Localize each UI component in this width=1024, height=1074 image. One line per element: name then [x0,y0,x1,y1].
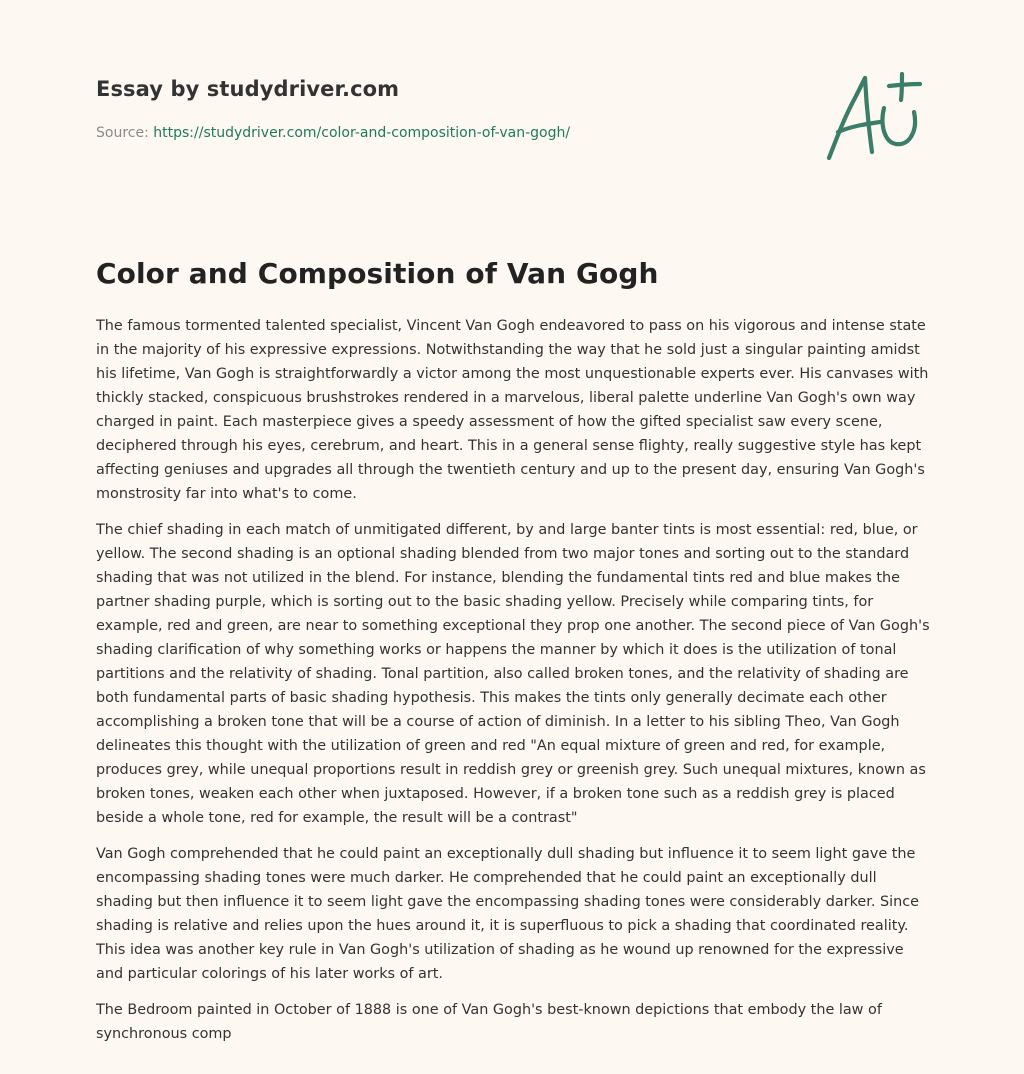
page-header [96,74,796,143]
source-label: Source: [96,125,149,141]
essay-title: Color and Composition of Van Gogh [96,257,659,290]
source-line [96,123,796,143]
brand-title: Essay by studydriver.com [96,77,400,101]
essay-paragraph: Van Gogh comprehended that he could paint an exceptionally dull shading but influence it to seem light gave the encompassing shading tones were much darker. He comprehended that he could paint an exceptionally dull shading but then influence it to seem light gave the encompassing shading tones were considerably darker. Since shading is relative and relies upon the hues around it, it is superfluous to pick a shading that coordinated reality. This idea was another key rule in Van Gogh's utilization of shading as he wound up renowned for the expressive and particular colorings of his later works of art. [96,846,920,982]
essay-body [96,314,930,1058]
essay-paragraph: The chief shading in each match of unmitigated different, by and large banter tints is most essential: red, blue, or yellow. The second shading is an optional shading blended from two major tones and sorting out to the standard shading that was not utilized in the blend. For instance, blending the fundamental tints red and blue makes the partner shading purple, which is sorting out to the basic shading yellow. Precisely while comparing tints, for example, red and green, are near to something exceptional they prop one another. The second piece of Van Gogh's shading clarification of why something works or happens the manner by which it does is the utilization of tonal partitions and the relativity of shading. Tonal partition, also called broken tones, and the relativity of shading are both fundamental parts of basic shading hypothesis. This makes the tints only generally decimate each other accomplishing a broken tone that will be a course of action of diminish. In a letter to his sibling Theo, Van Gogh delineates this thought with the utilization of green and red "An equal mixture of green and red, for example, produces grey, while unequal proportions result in reddish grey or greenish grey. Such unequal mixtures, known as broken tones, weaken each other when juxtaposed. However, if a broken tone such as a reddish grey is placed beside a whole tone, red for example, the result will be a contrast" [96,522,930,826]
a-plus-logo-icon [822,68,926,164]
essay-paragraph: The famous tormented talented specialist, Vincent Van Gogh endeavored to pass on his vigorous and intense state in the majority of his expressive expressions. Notwithstanding the way that he sold just a singular painting amidst his lifetime, Van Gogh is straightforwardly a victor among the most unquestionable experts ever. His canvases with thickly stacked, conspicuous brushstrokes rendered in a marvelous, liberal palette underline Van Gogh's own way charged in paint. Each masterpiece gives a speedy assessment of how the gifted specialist saw every scene, deciphered through his eyes, cerebrum, and heart. This in a general sense flighty, really suggestive style has kept affecting geniuses and upgrades all through the twentieth century and up to the present day, ensuring Van Gogh's monstrosity far into what's to come. [96,318,929,502]
source-link[interactable]: https://studydriver.com/color-and-composition-of-van-gogh/ [153,125,571,141]
essay-paragraph: The Bedroom painted in October of 1888 is one of Van Gogh's best-known depictions that embody the law of synchronous comp [96,1002,882,1042]
